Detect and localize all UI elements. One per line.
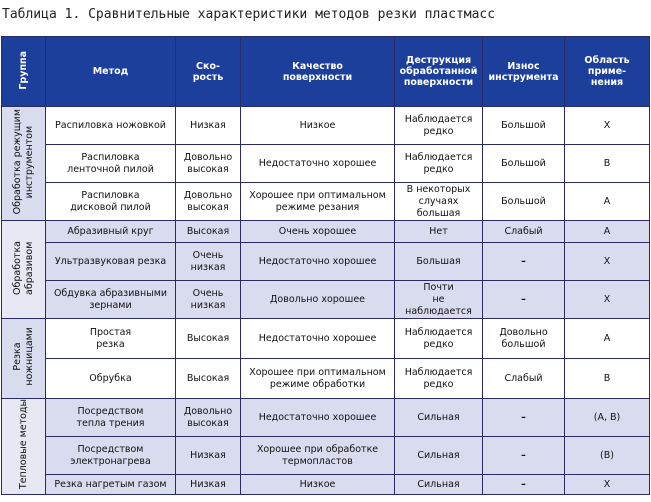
destruction-cell: Наблюдается редко bbox=[395, 319, 483, 359]
quality-cell: Довольно хорошее bbox=[241, 281, 395, 319]
speed-cell: Высокая bbox=[176, 221, 241, 243]
area-cell: X bbox=[565, 281, 650, 319]
wear-cell: Большой bbox=[483, 183, 565, 221]
header-speed: Ско- рость bbox=[176, 37, 241, 107]
destruction-cell: Наблюдается редко bbox=[395, 359, 483, 399]
header-group-label: Группа bbox=[18, 50, 29, 90]
table-row bbox=[2, 107, 650, 145]
wear-cell: – bbox=[483, 437, 565, 475]
quality-cell: Недостаточно хорошее bbox=[241, 399, 395, 437]
table-row bbox=[2, 221, 650, 243]
area-cell: A bbox=[565, 183, 650, 221]
destruction-cell: Большая bbox=[395, 243, 483, 281]
table-row bbox=[2, 281, 650, 319]
area-cell: X bbox=[565, 243, 650, 281]
speed-cell: Низкая bbox=[176, 475, 241, 495]
destruction-cell: Наблюдается редко bbox=[395, 145, 483, 183]
table-row bbox=[2, 183, 650, 221]
header-wear: Износ инструмента bbox=[483, 37, 565, 107]
wear-cell: Большой bbox=[483, 107, 565, 145]
quality-cell: Недостаточно хорошее bbox=[241, 145, 395, 183]
header-group bbox=[2, 37, 46, 107]
table-row bbox=[2, 437, 650, 475]
group-label: Резка ножницами bbox=[11, 327, 35, 386]
table-row bbox=[2, 243, 650, 281]
method-cell: Простая резка bbox=[46, 319, 176, 359]
speed-cell: Очень низкая bbox=[176, 243, 241, 281]
group-cell bbox=[2, 221, 46, 319]
header-area: Область приме- нения bbox=[565, 37, 650, 107]
method-cell: Обрубка bbox=[46, 359, 176, 399]
group-cell bbox=[2, 399, 46, 495]
method-cell: Посредством тепла трения bbox=[46, 399, 176, 437]
speed-cell: Низкая bbox=[176, 437, 241, 475]
header-method: Метод bbox=[46, 37, 176, 107]
quality-cell: Низкое bbox=[241, 475, 395, 495]
table-row bbox=[2, 475, 650, 495]
wear-cell: – bbox=[483, 281, 565, 319]
method-cell: Абразивный круг bbox=[46, 221, 176, 243]
header-quality: Качество поверхности bbox=[241, 37, 395, 107]
wear-cell: Довольно большой bbox=[483, 319, 565, 359]
destruction-cell: Почти не наблюдается bbox=[395, 281, 483, 319]
destruction-cell: Нет bbox=[395, 221, 483, 243]
quality-cell: Низкое bbox=[241, 107, 395, 145]
speed-cell: Высокая bbox=[176, 319, 241, 359]
quality-cell: Очень хорошее bbox=[241, 221, 395, 243]
area-cell: (A, B) bbox=[565, 399, 650, 437]
destruction-cell: Сильная bbox=[395, 399, 483, 437]
wear-cell: Слабый bbox=[483, 221, 565, 243]
quality-cell: Хорошее при оптимальном режиме обработки bbox=[241, 359, 395, 399]
group-cell bbox=[2, 107, 46, 221]
table-row bbox=[2, 319, 650, 359]
wear-cell: Слабый bbox=[483, 359, 565, 399]
comparison-table bbox=[1, 36, 650, 495]
group-label: Тепловые методы bbox=[17, 399, 29, 490]
speed-cell: Очень низкая bbox=[176, 281, 241, 319]
speed-cell: Высокая bbox=[176, 359, 241, 399]
table-row bbox=[2, 399, 650, 437]
table-row bbox=[2, 359, 650, 399]
quality-cell: Недостаточно хорошее bbox=[241, 319, 395, 359]
group-label: Обработка режущим инструментом bbox=[11, 108, 35, 215]
method-cell: Ультразвуковая резка bbox=[46, 243, 176, 281]
method-cell: Резка нагретым газом bbox=[46, 475, 176, 495]
method-cell: Распиловка ножовкой bbox=[46, 107, 176, 145]
area-cell: B bbox=[565, 359, 650, 399]
table-row bbox=[2, 145, 650, 183]
speed-cell: Довольно высокая bbox=[176, 183, 241, 221]
speed-cell: Довольно высокая bbox=[176, 399, 241, 437]
destruction-cell: Наблюдается редко bbox=[395, 107, 483, 145]
quality-cell: Недостаточно хорошее bbox=[241, 243, 395, 281]
wear-cell: – bbox=[483, 475, 565, 495]
area-cell: A bbox=[565, 221, 650, 243]
table-title: Таблица 1. Сравнительные характеристики методов резки пластмасс bbox=[2, 7, 496, 22]
area-cell: B bbox=[565, 145, 650, 183]
wear-cell: Большой bbox=[483, 145, 565, 183]
method-cell: Обдувка абразивными зернами bbox=[46, 281, 176, 319]
group-label: Обработка абразивом bbox=[11, 240, 35, 295]
group-cell bbox=[2, 319, 46, 399]
method-cell: Посредством электронагрева bbox=[46, 437, 176, 475]
area-cell: A bbox=[565, 319, 650, 359]
method-cell: Распиловка ленточной пилой bbox=[46, 145, 176, 183]
destruction-cell: Сильная bbox=[395, 437, 483, 475]
area-cell: X bbox=[565, 475, 650, 495]
destruction-cell: В некоторых случаях большая bbox=[395, 183, 483, 221]
area-cell: (B) bbox=[565, 437, 650, 475]
destruction-cell: Сильная bbox=[395, 475, 483, 495]
header-row bbox=[2, 37, 650, 107]
quality-cell: Хорошее при оптимальном режиме резания bbox=[241, 183, 395, 221]
quality-cell: Хорошее при обработке термопластов bbox=[241, 437, 395, 475]
wear-cell: – bbox=[483, 399, 565, 437]
wear-cell: – bbox=[483, 243, 565, 281]
header-destruction: Деструкция обработанной поверхности bbox=[395, 37, 483, 107]
area-cell: X bbox=[565, 107, 650, 145]
speed-cell: Низкая bbox=[176, 107, 241, 145]
method-cell: Распиловка дисковой пилой bbox=[46, 183, 176, 221]
speed-cell: Довольно высокая bbox=[176, 145, 241, 183]
